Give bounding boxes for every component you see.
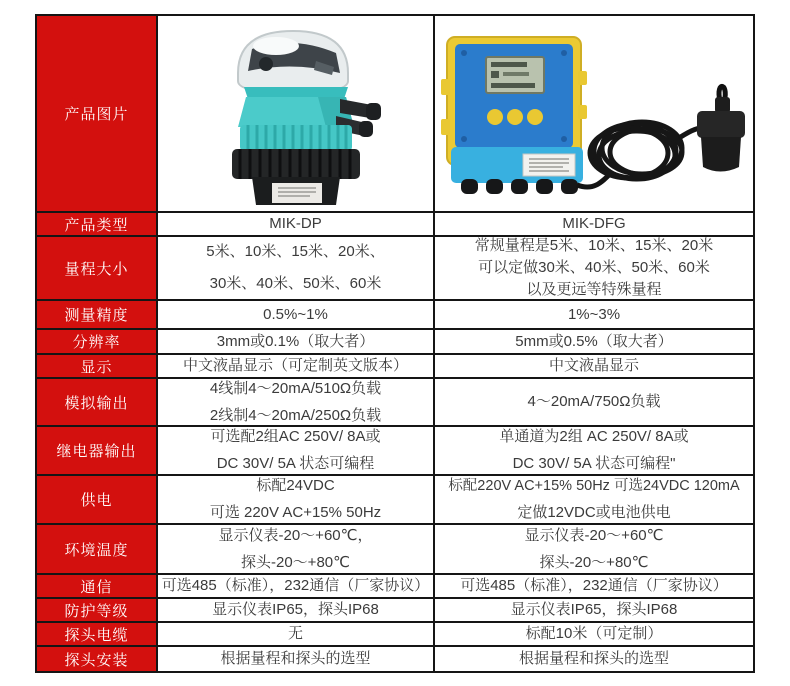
row-header-label: 探头电缆 <box>64 626 129 644</box>
product-comparison-table <box>35 14 755 673</box>
mik-dp-photo-cell <box>158 16 435 211</box>
row-relay-output <box>37 427 753 476</box>
value-text: 可选 220V AC+15% 50Hz <box>209 504 382 521</box>
value-text: 可选配2组AC 250V/ 8A或 <box>210 428 381 445</box>
value-text: 2线制4～20mA/250Ω负载 <box>209 406 382 424</box>
mik-dp-relay-output-cell <box>158 427 435 474</box>
row-display <box>37 355 753 379</box>
mik-dfg-range-cell <box>435 237 753 299</box>
row-header-label: 继电器输出 <box>56 443 137 460</box>
row-header-range <box>37 237 158 299</box>
value-text: DC 30V/ 5A 状态可编程" <box>512 455 676 472</box>
side-clip <box>578 105 587 119</box>
mik-dfg-communication-cell <box>435 575 753 597</box>
dome-cap <box>238 31 348 93</box>
mik-dp-range-cell <box>158 237 435 299</box>
row-header-resolution <box>37 330 158 353</box>
value-text: 4～20mA/750Ω负载 <box>527 393 661 410</box>
row-power-supply <box>37 476 753 525</box>
value-text: 无 <box>287 625 303 642</box>
probe-transducer <box>697 86 745 171</box>
value-text: 可选485（标准），232通信（厂家协议） <box>460 577 728 594</box>
value-text: 根据量程和探头的选型 <box>220 650 371 667</box>
mik-dp-communication-cell <box>158 575 435 597</box>
mik-dfg-power-supply-cell <box>435 476 753 523</box>
mik-dfg-probe-cable-cell <box>435 623 753 645</box>
mik-dfg-analog-output-cell <box>435 379 753 425</box>
mik-dfg-probe-installation-cell <box>435 647 753 671</box>
mik-dfg-product-photo <box>439 33 749 195</box>
row-header-label: 防护等级 <box>64 602 129 620</box>
row-header-label: 环境温度 <box>64 541 129 559</box>
row-probe-cable <box>37 623 753 647</box>
row-probe-installation <box>37 647 753 671</box>
value-text: 5mm或0.5%（取大者） <box>515 332 673 350</box>
mik-dfg-ambient-temperature-cell <box>435 525 753 573</box>
row-header-label: 显示 <box>80 358 113 376</box>
row-header-ambient-temperature <box>37 525 158 573</box>
value-text: 标配24VDC <box>256 477 335 494</box>
value-text: 探头-20～+80℃ <box>241 553 350 571</box>
value-text: 探头-20～+80℃ <box>539 553 649 571</box>
value-text: 1%~3% <box>567 305 621 323</box>
row-header-product-image <box>37 16 158 211</box>
cable-coil <box>590 122 682 179</box>
mik-dp-resolution-cell <box>158 330 435 353</box>
row-header-label: 测量精度 <box>64 307 129 324</box>
value-text: 显示仪表-20～+60℃ <box>524 526 664 544</box>
mik-dp-analog-output-cell <box>158 379 435 425</box>
value-text: 定做12VDC或电池供电 <box>517 504 671 521</box>
side-clip <box>578 71 587 85</box>
mik-dp-ambient-temperature-cell <box>158 525 435 573</box>
row-header-relay-output <box>37 427 158 474</box>
row-product-image <box>37 16 753 213</box>
value-text: 中文液晶显示（可定制英文版本） <box>182 357 408 374</box>
value-text: 中文液晶显示 <box>548 357 639 374</box>
row-header-label: 分辨率 <box>72 334 121 351</box>
row-header-probe-cable <box>37 623 158 645</box>
junction-lower-box <box>451 147 583 183</box>
row-header-label: 探头安装 <box>64 651 129 669</box>
row-accuracy <box>37 301 753 330</box>
ribbed-collar <box>240 125 352 151</box>
mik-dfg-resolution-cell <box>435 330 753 353</box>
mik-dfg-photo-cell <box>435 16 753 211</box>
mik-dfg-display-cell <box>435 355 753 377</box>
row-range <box>37 237 753 301</box>
side-clip <box>441 79 450 95</box>
row-protection-rating <box>37 599 753 623</box>
transducer-bottom <box>252 177 340 205</box>
value-text: 标配10米（可定制） <box>525 625 663 642</box>
mik-dfg-protection-rating-cell <box>435 599 753 621</box>
row-resolution <box>37 330 753 355</box>
lcd-screen <box>486 57 544 93</box>
panel-buttons <box>487 109 543 125</box>
value-text: MIK-DFG <box>562 215 626 232</box>
row-ambient-temperature <box>37 525 753 575</box>
row-header-display <box>37 355 158 377</box>
mik-dp-protection-rating-cell <box>158 599 435 621</box>
value-text: 0.5%~1% <box>263 305 328 323</box>
row-product-type <box>37 213 753 237</box>
mik-dp-accuracy-cell <box>158 301 435 328</box>
row-header-label: 产品类型 <box>64 216 129 234</box>
row-header-accuracy <box>37 301 158 328</box>
mik-dp-power-supply-cell <box>158 476 435 523</box>
side-clip <box>441 119 450 135</box>
row-header-label: 量程大小 <box>64 260 129 278</box>
knurled-ring <box>232 149 360 179</box>
row-communication <box>37 575 753 599</box>
value-text: 3mm或0.1%（取大者） <box>216 332 375 350</box>
mik-dp-probe-cable-cell <box>158 623 435 645</box>
row-header-probe-installation <box>37 647 158 671</box>
value-text: 可选485（标准），232通信（厂家协议） <box>161 577 430 594</box>
row-header-label: 通信 <box>80 578 113 596</box>
mik-dp-product-type-cell <box>158 213 435 235</box>
controller-box <box>441 37 587 194</box>
value-text: 显示仪表IP65，探头IP68 <box>510 601 678 618</box>
value-text: 可以定做30米、40米、50米、60米 <box>478 259 710 276</box>
mik-dfg-relay-output-cell <box>435 427 753 474</box>
value-text: 以及更远等特殊量程 <box>526 281 662 298</box>
row-header-product-type <box>37 213 158 235</box>
value-text: MIK-DP <box>269 215 322 232</box>
row-header-analog-output <box>37 379 158 425</box>
mik-dp-product-photo <box>196 21 396 207</box>
value-text: 显示仪表IP65，探头IP68 <box>212 601 379 618</box>
value-text: 显示仪表-20～+60℃， <box>218 526 373 544</box>
mik-dfg-product-type-cell <box>435 213 753 235</box>
row-header-communication <box>37 575 158 597</box>
mik-dfg-accuracy-cell <box>435 301 753 328</box>
row-analog-output <box>37 379 753 427</box>
row-header-power-supply <box>37 476 158 523</box>
row-header-protection-rating <box>37 599 158 621</box>
value-text: 单通道为2组 AC 250V/ 8A或 <box>499 428 689 445</box>
row-header-label: 产品图片 <box>64 106 129 123</box>
row-header-label: 供电 <box>80 492 113 509</box>
value-text: DC 30V/ 5A 状态可编程 <box>216 455 375 472</box>
value-text: 常规量程是5米、10米、15米、20米 <box>474 237 714 254</box>
value-text: 根据量程和探头的选型 <box>518 650 669 667</box>
value-text: 30米、40米、50米、60米 <box>209 275 382 292</box>
value-text: 5米、10米、15米、20米、 <box>206 243 385 260</box>
value-text: 标配220V AC+15% 50Hz 可选24VDC 120mA <box>448 478 740 494</box>
value-text: 4线制4～20mA/510Ω负载 <box>209 379 382 397</box>
mik-dp-probe-installation-cell <box>158 647 435 671</box>
row-header-label: 模拟输出 <box>64 394 129 412</box>
mik-dp-display-cell <box>158 355 435 377</box>
